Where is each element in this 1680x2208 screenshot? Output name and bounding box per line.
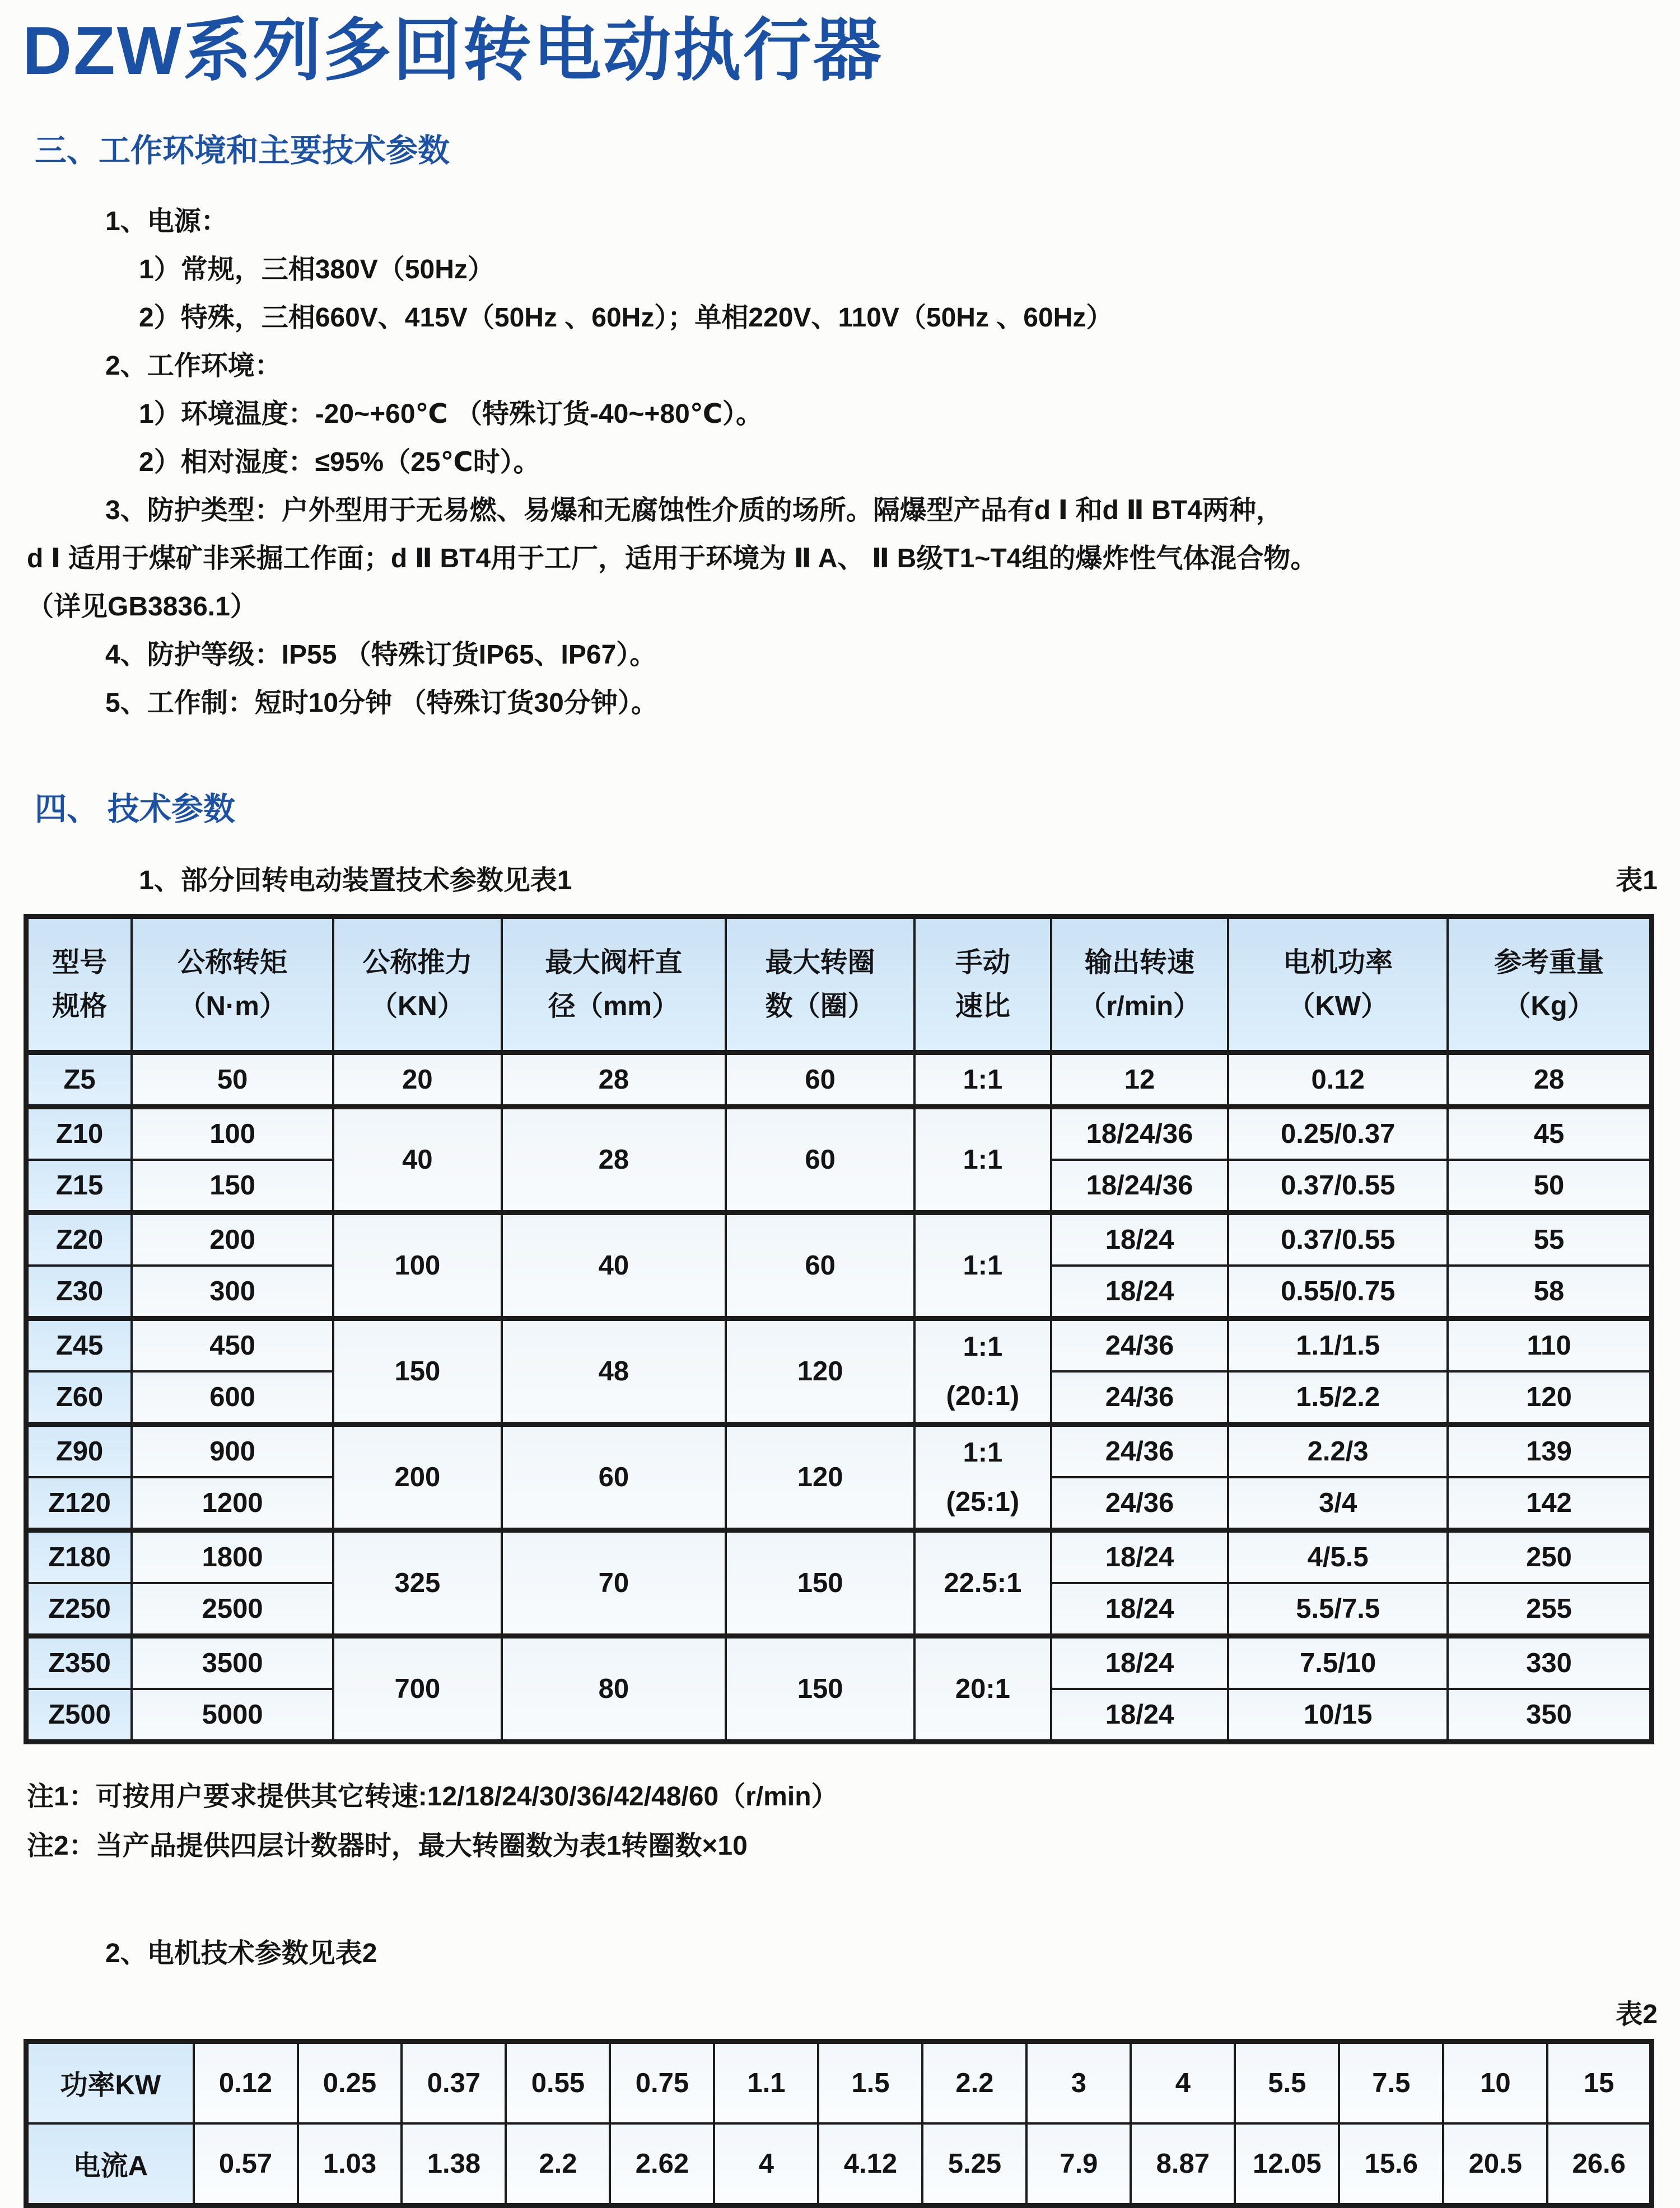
table1-cell: 18/24: [1051, 1266, 1228, 1319]
table1-cell: 5.5/7.5: [1228, 1583, 1448, 1636]
table1-cell: 0.55/0.75: [1228, 1266, 1448, 1319]
body-line: d Ⅰ 适用于煤矿非采掘工作面；d Ⅱ BT4用于工厂，适用于环境为 Ⅱ A、 Ⅱ B级T1~T4组的爆炸性气体混合物。: [27, 543, 1318, 573]
table1-model-cell: Z120: [26, 1477, 132, 1530]
table1-cell: 80: [502, 1636, 726, 1742]
table1-header-cell: 最大转圈 数（圈）: [726, 916, 914, 1052]
table1-cell: 7.5/10: [1228, 1636, 1448, 1689]
table1-notes: [22, 1772, 1658, 1871]
section3-heading: 三、工作环境和主要技术参数: [35, 132, 450, 169]
table2-cell: 2.2: [506, 2123, 610, 2206]
table2-cell: 4: [1131, 2041, 1235, 2123]
table2-cell: 7.5: [1339, 2041, 1443, 2123]
table2-cell: 5.5: [1235, 2041, 1339, 2123]
table1-cell: 150: [333, 1318, 501, 1424]
table1-cell: 18/24: [1051, 1689, 1228, 1742]
table1-header-cell: 参考重量 （Kg）: [1448, 916, 1651, 1052]
table1-row: [26, 1530, 1652, 1583]
table1-cell: 45: [1448, 1107, 1651, 1160]
table1-cell: 18/24: [1051, 1212, 1228, 1266]
table1-model-cell: Z15: [26, 1160, 132, 1213]
table1-model-cell: Z30: [26, 1266, 132, 1319]
table1-cell: 28: [502, 1107, 726, 1212]
body-line: 2）相对湿度：≤95%（25℃时）。: [139, 447, 540, 477]
table1-model-cell: Z500: [26, 1689, 132, 1742]
table1-model-cell: Z180: [26, 1530, 132, 1583]
table1-header-cell: 公称推力 （KN）: [333, 916, 501, 1052]
table1-cell: 60: [726, 1052, 914, 1107]
table-note: 注1：可按用户要求提供其它转速:12/18/24/30/36/42/48/60（r/min）: [27, 1781, 838, 1812]
table1-cell: 18/24/36: [1051, 1107, 1228, 1160]
table2-row: [26, 2041, 1652, 2123]
table2-cell: 0.12: [194, 2041, 298, 2123]
table1-header-cell: 最大阀杆直 径（mm）: [502, 916, 726, 1052]
table2-label-cell: 功率KW: [26, 2041, 194, 2123]
document-page: [0, 12, 1680, 2208]
table2-cell: 3: [1026, 2041, 1131, 2123]
table2-cell: 0.57: [194, 2123, 298, 2206]
table1-cell: 58: [1448, 1266, 1651, 1319]
table1-cell: 24/36: [1051, 1318, 1228, 1371]
table1-model-cell: Z250: [26, 1583, 132, 1636]
table1-model-cell: Z10: [26, 1107, 132, 1160]
table2-cell: 15.6: [1339, 2123, 1443, 2206]
table1-row: [26, 1424, 1652, 1477]
section3-lines: [22, 198, 1658, 727]
table1-cell: 0.25/0.37: [1228, 1107, 1448, 1160]
table1-cell: 60: [502, 1424, 726, 1530]
table1-cell: 10/15: [1228, 1689, 1448, 1742]
table2-cell: 12.05: [1235, 2123, 1339, 2206]
table2-cell: 26.6: [1547, 2123, 1651, 2206]
table2-cell: 20.5: [1443, 2123, 1547, 2206]
table1-cell: 1800: [132, 1530, 333, 1583]
table1-cell: 40: [333, 1107, 501, 1212]
body-line: 5、工作制：短时10分钟 （特殊订货30分钟）。: [105, 688, 658, 718]
table1-cell: 150: [132, 1160, 333, 1213]
table1-label: 表1: [1616, 865, 1658, 895]
table1-model-cell: Z90: [26, 1424, 132, 1477]
table1-cell: 0.37/0.55: [1228, 1160, 1448, 1213]
table1-cell: 120: [1448, 1371, 1651, 1425]
body-line: 4、防护等级：IP55 （特殊订货IP65、IP67）。: [105, 639, 657, 670]
section4-heading: 四、 技术参数: [35, 791, 235, 827]
body-line: 1）常规，三相380V（50Hz）: [139, 254, 494, 284]
table1-cell: 18/24: [1051, 1530, 1228, 1583]
table1-cell: 60: [726, 1212, 914, 1318]
table1-caption: 1、部分回转电动装置技术参数见表1: [139, 865, 572, 895]
table2-cell: 8.87: [1131, 2123, 1235, 2206]
table1-model-cell: Z350: [26, 1636, 132, 1689]
table1-cell: 450: [132, 1318, 333, 1371]
table1-cell: 3500: [132, 1636, 333, 1689]
table1-cell: 0.12: [1228, 1052, 1448, 1107]
table1-cell: 5000: [132, 1689, 333, 1742]
table1-header-cell: 输出转速 （r/min）: [1051, 916, 1228, 1052]
table1-row: [26, 1636, 1652, 1689]
table1-model-cell: Z20: [26, 1212, 132, 1266]
table2-cell: 4: [714, 2123, 818, 2206]
table1-header-cell: 型号 规格: [26, 916, 132, 1052]
table2-cell: 1.5: [818, 2041, 922, 2123]
table1-header-cell: 公称转矩 （N·m）: [132, 916, 333, 1052]
table1-cell: 4/5.5: [1228, 1530, 1448, 1583]
table2-cell: 4.12: [818, 2123, 922, 2206]
table1-cell: 40: [502, 1212, 726, 1318]
table1-row: [26, 1212, 1652, 1266]
table1-row: [26, 1318, 1652, 1371]
table1-cell: 200: [333, 1424, 501, 1530]
table2-cell: 10: [1443, 2041, 1547, 2123]
table1-cell: 24/36: [1051, 1371, 1228, 1425]
table1-cell: 28: [502, 1052, 726, 1107]
table1-cell: 1200: [132, 1477, 333, 1530]
table1-cell: 330: [1448, 1636, 1651, 1689]
table1-cell: 3/4: [1228, 1477, 1448, 1530]
table1-model-cell: Z45: [26, 1318, 132, 1371]
body-line: 1）环境温度：-20~+60℃ （特殊订货-40~+80℃）。: [139, 399, 763, 429]
table1-cell: 12: [1051, 1052, 1228, 1107]
table2-row: [26, 2123, 1652, 2206]
body-line: 2、工作环境：: [105, 351, 282, 381]
table1-cell: 120: [726, 1424, 914, 1530]
table1-cell: 1.5/2.2: [1228, 1371, 1448, 1425]
table2-label-row: [22, 1992, 1658, 2031]
table1-cell: 70: [502, 1530, 726, 1636]
table2: [24, 2039, 1654, 2208]
table2-cell: 0.37: [402, 2041, 506, 2123]
table1-cell: 0.37/0.55: [1228, 1212, 1448, 1266]
table2-cell: 1.03: [298, 2123, 402, 2206]
table1-cell: 1:1 (25:1): [914, 1424, 1051, 1530]
table1-cell: 100: [333, 1212, 501, 1318]
table1-cell: 18/24: [1051, 1583, 1228, 1636]
table2-label: 表2: [1616, 1999, 1658, 2029]
table1-cell: 900: [132, 1424, 333, 1477]
table1-cell: 22.5:1: [914, 1530, 1051, 1636]
table1-caption-row: [22, 858, 1658, 897]
table1-cell: 20: [333, 1052, 501, 1107]
table1-cell: 24/36: [1051, 1424, 1228, 1477]
table1-header-cell: 电机功率 （KW）: [1228, 916, 1448, 1052]
table1-model-cell: Z5: [26, 1052, 132, 1107]
table1-cell: 18/24: [1051, 1636, 1228, 1689]
table1-cell: 24/36: [1051, 1477, 1228, 1530]
table-note: 注2：当产品提供四层计数器时，最大转圈数为表1转圈数×10: [27, 1831, 748, 1861]
table1-cell: 300: [132, 1266, 333, 1319]
table1-cell: 1:1: [914, 1212, 1051, 1318]
table1-cell: 100: [132, 1107, 333, 1160]
table1-cell: 1.1/1.5: [1228, 1318, 1448, 1371]
table2-cell: 7.9: [1026, 2123, 1131, 2206]
table1-cell: 60: [726, 1107, 914, 1212]
table1-cell: 2.2/3: [1228, 1424, 1448, 1477]
table1-cell: 1:1: [914, 1052, 1051, 1107]
table2-cell: 15: [1547, 2041, 1651, 2123]
table1-row: [26, 1107, 1652, 1160]
table1-cell: 255: [1448, 1583, 1651, 1636]
table2-cell: 1.1: [714, 2041, 818, 2123]
table1-cell: 142: [1448, 1477, 1651, 1530]
table1-cell: 350: [1448, 1689, 1651, 1742]
table2-cell: 5.25: [922, 2123, 1026, 2206]
table2-cell: 0.55: [506, 2041, 610, 2123]
table2-cell: 0.75: [610, 2041, 714, 2123]
table1-cell: 55: [1448, 1212, 1651, 1266]
page-title: DZW系列多回转电动执行器: [22, 12, 883, 88]
table1-cell: 200: [132, 1212, 333, 1266]
table1-cell: 150: [726, 1530, 914, 1636]
table1-cell: 50: [1448, 1160, 1651, 1213]
table1-model-cell: Z60: [26, 1371, 132, 1425]
table1-header-cell: 手动 速比: [914, 916, 1051, 1052]
body-line: 1、电源：: [105, 206, 228, 236]
table1-cell: 120: [726, 1318, 914, 1424]
table1-cell: 250: [1448, 1530, 1651, 1583]
table1-cell: 600: [132, 1371, 333, 1425]
table1-cell: 1:1 (20:1): [914, 1318, 1051, 1424]
table1-cell: 150: [726, 1636, 914, 1742]
body-line: 3、防护类型：户外型用于无易燃、易爆和无腐蚀性介质的场所。隔爆型产品有d Ⅰ 和d Ⅱ BT4两种，: [105, 495, 1283, 525]
table1-cell: 48: [502, 1318, 726, 1424]
body-line: （详见GB3836.1）: [27, 591, 257, 622]
table1-cell: 2500: [132, 1583, 333, 1636]
table2-cell: 0.25: [298, 2041, 402, 2123]
table1: [24, 914, 1654, 1744]
table1-cell: 139: [1448, 1424, 1651, 1477]
table2-cell: 1.38: [402, 2123, 506, 2206]
table1-row: [26, 1052, 1652, 1107]
table2-cell: 2.62: [610, 2123, 714, 2206]
table1-cell: 28: [1448, 1052, 1651, 1107]
table1-cell: 325: [333, 1530, 501, 1636]
table2-cell: 2.2: [922, 2041, 1026, 2123]
table1-cell: 50: [132, 1052, 333, 1107]
table2-label-cell: 电流A: [26, 2123, 194, 2206]
table1-cell: 700: [333, 1636, 501, 1742]
body-line: 2）特殊，三相660V、415V（50Hz 、60Hz）；单相220V、110V（50Hz 、60Hz）: [139, 302, 1113, 333]
table1-header-row: [26, 916, 1652, 1052]
table1-cell: 18/24/36: [1051, 1160, 1228, 1213]
table1-cell: 20:1: [914, 1636, 1051, 1742]
table2-caption: 2、电机技术参数见表2: [105, 1938, 377, 1968]
table1-cell: 110: [1448, 1318, 1651, 1371]
table1-cell: 1:1: [914, 1107, 1051, 1212]
